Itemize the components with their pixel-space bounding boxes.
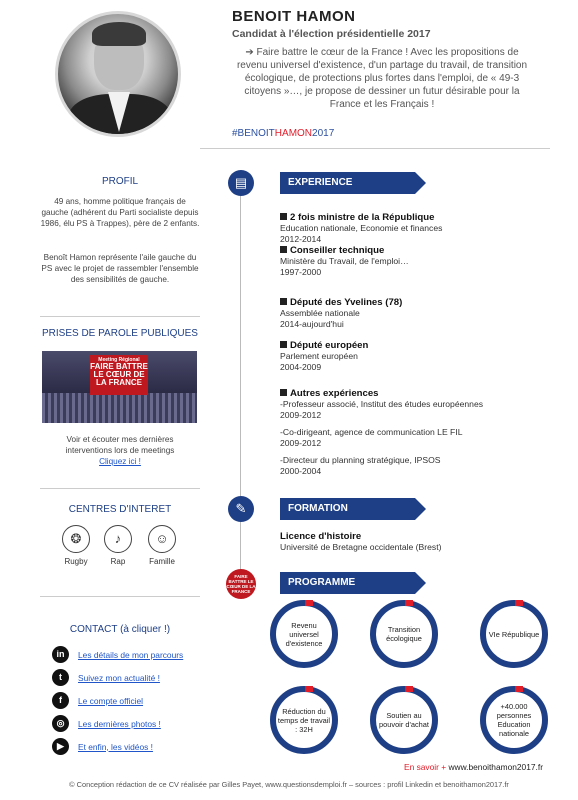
profil-title: PROFIL bbox=[101, 176, 139, 187]
microphone-icon: ♪ bbox=[104, 525, 132, 553]
profil-text-1: 49 ans, homme politique français de gauche (adhérent du Parti socialiste depuis 1986, élu PS à Trappes), père de 2 enfants. bbox=[40, 197, 200, 228]
hashtag: #BENOITHAMON2017 bbox=[232, 128, 335, 139]
graduation-cap-icon: ✎ bbox=[228, 496, 254, 522]
briefcase-icon: ▤ bbox=[228, 170, 254, 196]
family-icon: ☺ bbox=[148, 525, 176, 553]
experience-autres: Autres expériences -Professeur associé, Institut des études européennes 2009-2012 -Co-dirigeant, agence de communication LE FIL 2009-2012 -Directeur du planning stratégique, IPSOS 2000-2004 bbox=[280, 388, 550, 477]
interet-label: Rugby bbox=[64, 557, 88, 566]
header-divider bbox=[200, 148, 550, 149]
contact-instagram[interactable]: ◎ Les dernières photos ! bbox=[52, 715, 161, 732]
contact-linkedin[interactable]: in Les détails de mon parcours bbox=[52, 646, 183, 663]
contact-video[interactable]: ▶ Et enfin, les vidéos ! bbox=[52, 738, 153, 755]
candidate-photo bbox=[55, 11, 181, 137]
programme-item: Revenu universel d'existence bbox=[270, 600, 338, 668]
divider bbox=[40, 488, 200, 489]
interet-label: Rap bbox=[110, 557, 126, 566]
divider bbox=[40, 316, 200, 317]
intro-text: ➔ Faire battre le cœur de la France ! Avec les propositions de revenu universel d'existence, d'un partage du travail, de transition écologique, de protections plus fortes dans l'emploi, de « 49-3 citoyens »…, je propose de dessiner un futur désirable pour la France et les Français ! bbox=[236, 47, 528, 110]
programme-item: +40.000 personnes Education nationale bbox=[480, 686, 548, 754]
footer-credits: © Conception rédaction de ce CV réalisée par Gilles Payet, www.questionsdemploi.fr – sources : profil Linkedin et benoithamon2017.fr bbox=[69, 780, 509, 789]
twitter-icon: t bbox=[52, 669, 69, 686]
linkedin-icon: in bbox=[52, 646, 69, 663]
contact-twitter[interactable]: t Suivez mon actualité ! bbox=[52, 669, 160, 686]
profil-text-2: Benoît Hamon représente l'aile gauche du PS avec le projet de rassembler l'ensemble des sensibilités de gauche. bbox=[41, 253, 199, 284]
programme-item: Réduction du temps de travail : 32H bbox=[270, 686, 338, 754]
programme-badge: FAIRE BATTRE LE CŒUR DE LA FRANCE bbox=[226, 569, 256, 599]
divider bbox=[40, 596, 200, 597]
formation-entry: Licence d'histoire Université de Bretagne occidentale (Brest) bbox=[280, 531, 442, 552]
programme-item: Soutien au pouvoir d'achat bbox=[370, 686, 438, 754]
experience-entry: 2 fois ministre de la République Education nationale, Economie et finances 2012-2014 Conseiller technique Ministère du Travail, de l'emploi… 1997-2000 bbox=[280, 212, 550, 278]
prises-link[interactable]: Cliquez ici ! bbox=[99, 457, 141, 466]
contact-facebook[interactable]: f Le compte officiel bbox=[52, 692, 143, 709]
programme-item: VIe République bbox=[480, 600, 548, 668]
prises-text: Voir et écouter mes dernières interventions lors de meetings bbox=[65, 435, 175, 455]
interet-label: Famille bbox=[149, 557, 175, 566]
meeting-banner: Meeting Régional FAIRE BATTRE LE CŒUR DE LA FRANCE bbox=[90, 355, 148, 395]
rugby-icon: ❂ bbox=[62, 525, 90, 553]
meeting-image[interactable] bbox=[42, 351, 197, 423]
programme-more[interactable]: En savoir + www.benoithamon2017.fr bbox=[404, 762, 543, 772]
instagram-icon: ◎ bbox=[52, 715, 69, 732]
candidate-name: BENOIT HAMON bbox=[232, 8, 356, 25]
formation-title: FORMATION bbox=[280, 498, 415, 520]
video-icon: ▶ bbox=[52, 738, 69, 755]
candidate-subtitle: Candidat à l'élection présidentielle 2017 bbox=[232, 28, 431, 40]
prises-title: PRISES DE PAROLE PUBLIQUES bbox=[42, 328, 198, 339]
interets-title: CENTRES D'INTERET bbox=[68, 504, 172, 515]
programme-title: PROGRAMME bbox=[280, 572, 415, 594]
experience-entry: Député européen Parlement européen 2004-2009 bbox=[280, 340, 550, 373]
programme-item: Transition écologique bbox=[370, 600, 438, 668]
experience-title: EXPERIENCE bbox=[280, 172, 415, 194]
timeline-line bbox=[240, 170, 241, 590]
experience-entry: Député des Yvelines (78) Assemblée nationale 2014-aujourd'hui bbox=[280, 297, 550, 330]
facebook-icon: f bbox=[52, 692, 69, 709]
contact-title: CONTACT (à cliquer !) bbox=[69, 624, 171, 635]
